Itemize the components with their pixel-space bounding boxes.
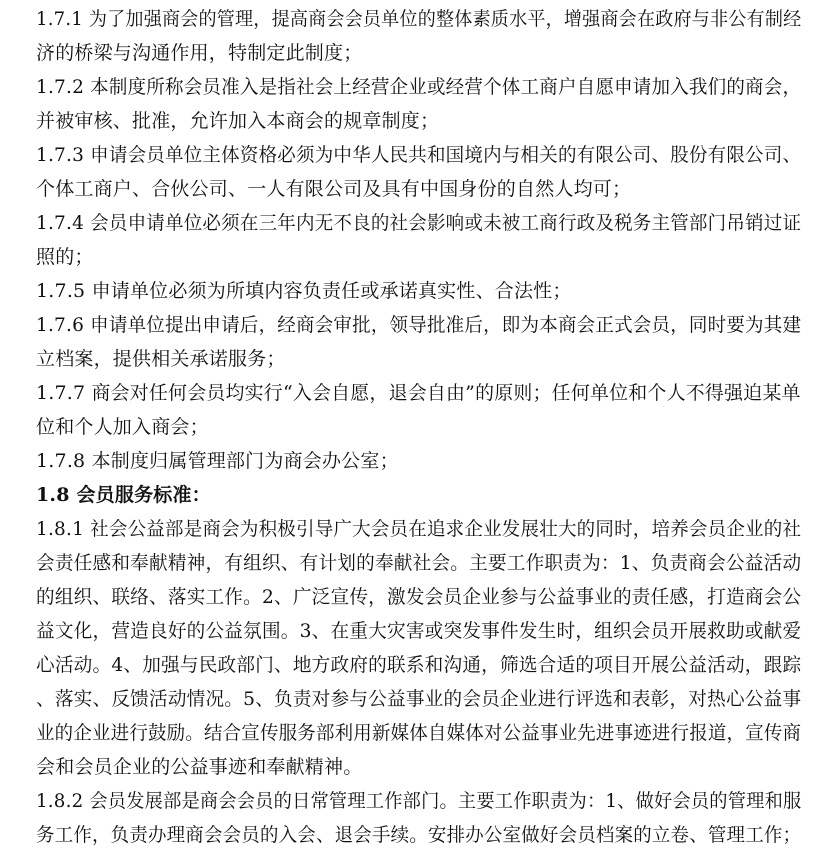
text-line-1-7-4-a: 1.7.4 会员申请单位必须在三年内无不良的社会影响或未被工商行政及税务主管部门吊销过证 <box>36 212 802 234</box>
text-line-1-7-5: 1.7.5 申请单位必须为所填内容负责任或承诺真实性、合法性； <box>36 280 572 302</box>
text-line-1-7-2-a: 1.7.2 本制度所称会员准入是指社会上经营企业或经营个体工商户自愿申请加入我们的商会， <box>36 76 802 98</box>
text-line-1-8-1-c: 的组织、联络、落实工作。2、广泛宣传，激发会员企业参与公益事业的责任感，打造商会公 <box>36 586 802 608</box>
text-line-1-8-1-f: 、落实、反馈活动情况。5、负责对参与公益事业的会员企业进行评选和表彰，对热心公益事 <box>36 688 802 710</box>
text-line-1-8-1-g: 业的企业进行鼓励。结合宣传服务部利用新媒体自媒体对公益事业先进事迹进行报道，宣传商 <box>36 722 802 744</box>
text-line-1-8-1-b: 会责任感和奉献精神，有组织、有计划的奉献社会。主要工作职责为：1、负责商会公益活动 <box>36 552 802 574</box>
text-line-1-8-1-d: 益文化，营造良好的公益氛围。3、在重大灾害或突发事件发生时，组织会员开展救助或献爱 <box>36 620 802 642</box>
text-line-1-8-1-a: 1.8.1 社会公益部是商会为积极引导广大会员在追求企业发展壮大的同时，培养会员企业的社 <box>36 518 802 540</box>
section-heading-1-8: 1.8 会员服务标准： <box>36 484 211 506</box>
text-line-1-8-1-e: 心活动。4、加强与民政部门、地方政府的联系和沟通，筛选合适的项目开展公益活动，跟踪 <box>36 654 802 676</box>
text-line-1-7-2-b: 并被审核、批准，允许加入本商会的规章制度； <box>36 110 440 132</box>
text-line-1-7-3-a: 1.7.3 申请会员单位主体资格必须为中华人民共和国境内与相关的有限公司、股份有限公司、 <box>36 144 802 166</box>
text-line-1-7-7-b: 位和个人加入商会； <box>36 416 209 438</box>
text-line-1-8-2-a: 1.8.2 会员发展部是商会会员的日常管理工作部门。主要工作职责为：1、做好会员的管理和服 <box>36 790 802 812</box>
text-line-1-7-3-b: 个体工商户、合伙公司、一人有限公司及具有中国身份的自然人均可； <box>36 178 632 200</box>
text-line-1-7-1-b: 济的桥梁与沟通作用，特制定此制度； <box>36 42 363 64</box>
text-line-1-7-4-b: 照的； <box>36 246 94 268</box>
text-line-1-7-1-a: 1.7.1 为了加强商会的管理，提高商会会员单位的整体素质水平，增强商会在政府与非公有制经 <box>36 8 802 30</box>
text-line-1-7-8: 1.7.8 本制度归属管理部门为商会办公室； <box>36 450 399 472</box>
text-line-1-7-7-a: 1.7.7 商会对任何会员均实行“入会自愿，退会自由”的原则；任何单位和个人不得强迫某单 <box>36 382 801 404</box>
text-line-1-8-2-b: 务工作，负责办理商会会员的入会、退会手续。安排办公室做好会员档案的立卷、管理工作； <box>36 824 802 846</box>
text-line-1-8-1-h: 会和会员企业的公益事迹和奉献精神。 <box>36 756 363 778</box>
text-line-1-7-6-a: 1.7.6 申请单位提出申请后，经商会审批，领导批准后，即为本商会正式会员，同时要为其建 <box>36 314 802 336</box>
text-line-1-7-6-b: 立档案，提供相关承诺服务； <box>36 348 286 370</box>
